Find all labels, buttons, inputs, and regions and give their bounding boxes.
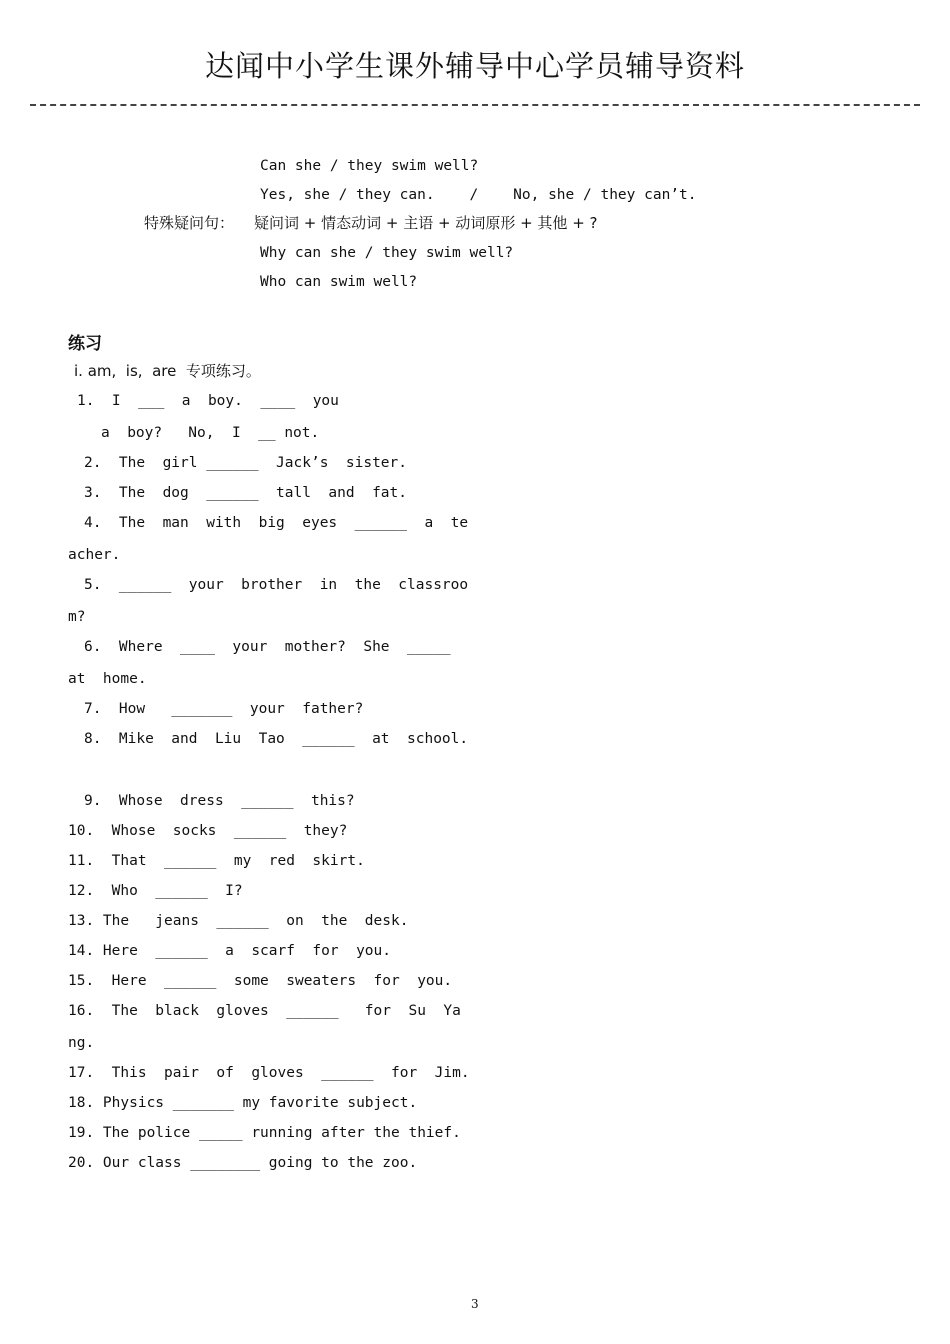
exercise-item: 17. This pair of gloves ______ for Jim.	[68, 1065, 470, 1081]
exercise-item: 10. Whose socks ______ they?	[68, 823, 348, 839]
exercise-item: 20. Our class ________ going to the zoo.	[68, 1155, 418, 1171]
exercise-item-cont: at home.	[68, 671, 147, 687]
exercise-item: 7. How _______ your father?	[84, 701, 364, 717]
exercise-item: 1. I ___ a boy. ____ you	[77, 393, 339, 409]
exercise-item: 4. The man with big eyes ______ a te	[84, 515, 469, 531]
page-title: 达闻中小学生课外辅导中心学员辅导资料	[204, 49, 745, 83]
exercise-item: 18. Physics _______ my favorite subject.	[68, 1095, 418, 1111]
exercise-item: 8. Mike and Liu Tao ______ at school.	[84, 731, 469, 747]
exercise-heading: 练习	[68, 334, 102, 354]
exercise-item: 6. Where ____ your mother? She _____	[84, 639, 451, 655]
exercise-item-cont: m?	[68, 609, 86, 625]
exercise-item: 16. The black gloves ______ for Su Ya	[68, 1003, 461, 1019]
exercise-item-cont: ng.	[68, 1035, 95, 1051]
exercise-item: 11. That ______ my red skirt.	[68, 853, 365, 869]
special-question-formula: 疑问词 + 情态动词 + 主语 + 动词原形 + 其他 + ?	[254, 214, 598, 232]
special-question-label: 特殊疑问句：	[144, 214, 235, 232]
exercise-item: 2. The girl ______ Jack’s sister.	[84, 455, 408, 471]
exercise-item: 19. The police _____ running after the thief.	[68, 1125, 461, 1141]
example-line: Why can she / they swim well?	[260, 245, 514, 261]
example-line: Can she / they swim well?	[260, 158, 479, 174]
exercise-item-cont: a boy? No, I __ not.	[101, 425, 320, 441]
exercise-section-title: ⅰ. am, is, are 专项练习。	[74, 362, 261, 380]
exercise-item: 14. Here ______ a scarf for you.	[68, 943, 392, 959]
exercise-item: 3. The dog ______ tall and fat.	[84, 485, 408, 501]
exercise-item: 5. ______ your brother in the classroo	[84, 577, 469, 593]
example-line: Who can swim well?	[260, 274, 418, 290]
exercise-item: 13. The jeans ______ on the desk.	[68, 913, 409, 929]
exercise-item: 15. Here ______ some sweaters for you.	[68, 973, 453, 989]
exercise-item: 12. Who ______ I?	[68, 883, 243, 899]
exercise-item: 9. Whose dress ______ this?	[84, 793, 355, 809]
header-divider	[30, 104, 920, 106]
page-number: 3	[471, 1297, 479, 1311]
exercise-item-cont: acher.	[68, 547, 121, 563]
example-line: Yes, she / they can. / No, she / they can’t.	[260, 187, 697, 203]
